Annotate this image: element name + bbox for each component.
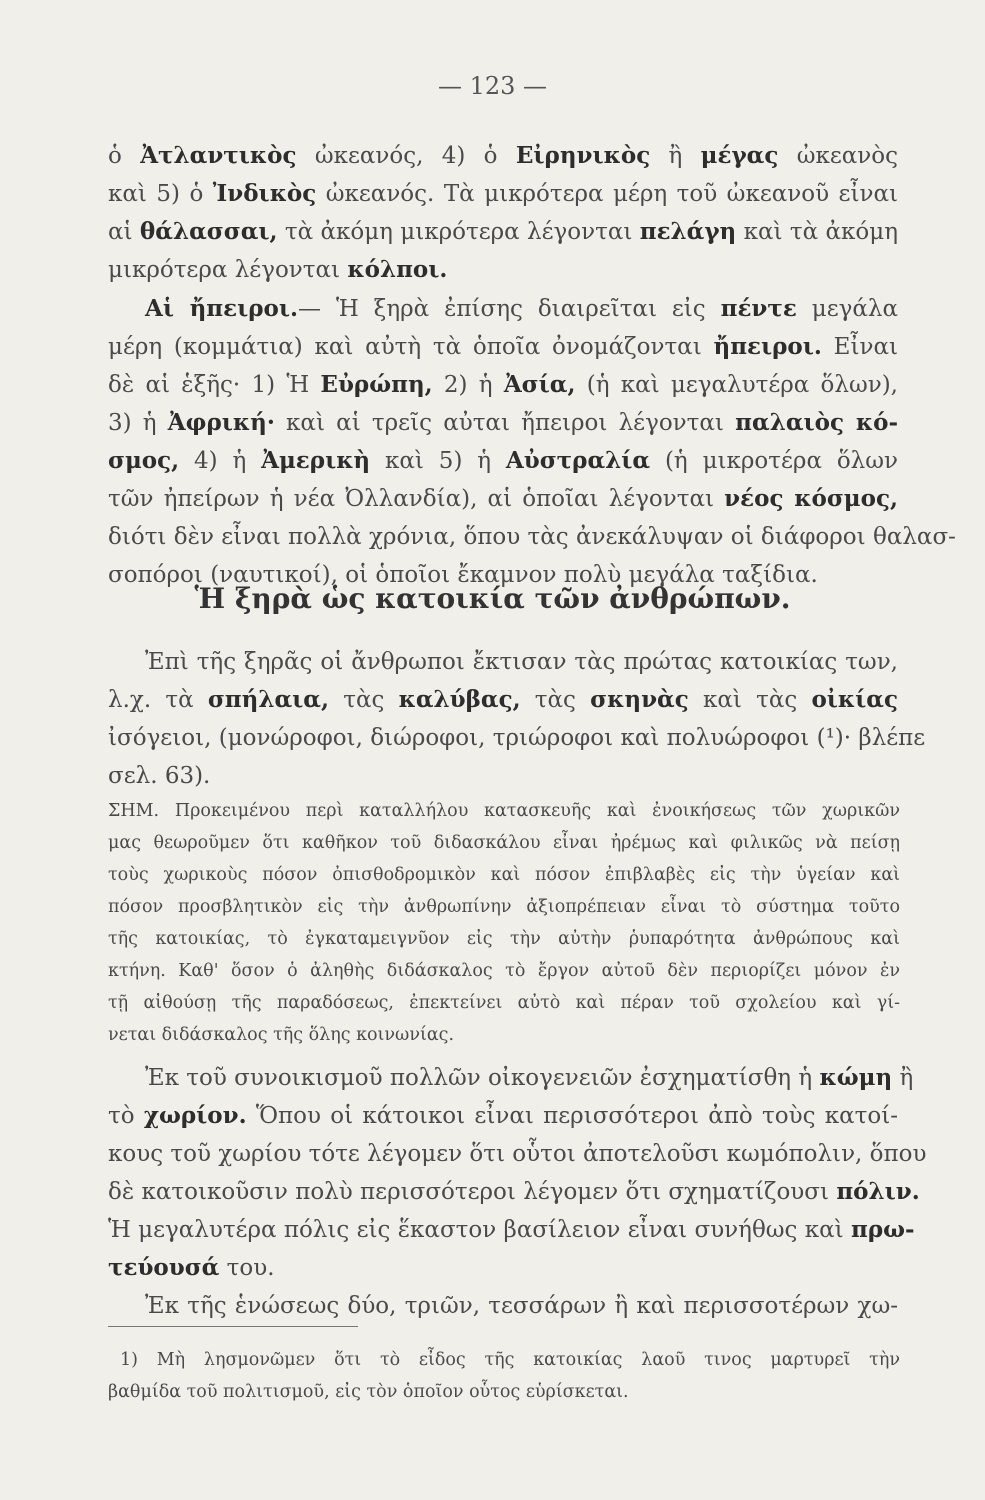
text-line: σμος, 4) ἡ Ἀμερικὴ καὶ 5) ἡ Αὐστραλία (ἡ μικροτέρα ὅλων: [108, 447, 898, 474]
text-line: καὶ 5) ὁ Ἰνδικὸς ὠκεανός. Τὰ μικρότερα μέρη τοῦ ὠκεανοῦ εἶναι: [108, 180, 899, 207]
text-line: ἰσόγειοι, (μονώροφοι, διώροφοι, τριώροφοι καὶ πολυώροφοι (¹)· βλέπε: [108, 725, 926, 751]
text-line: 3) ἡ Ἀφρική· καὶ αἱ τρεῖς αὐται ἤπειροι λέγονται παλαιὸς κό-: [108, 409, 899, 436]
text-line: τεύουσά του.: [108, 1254, 275, 1281]
note-line: τῆς κατοικίας, τὸ ἐγκαταμειγνῦον εἰς τὴν αὐτὴν ῥυπαρότητα ἀνθρώπους καὶ: [108, 929, 900, 949]
text-line: τὸ χωρίον. Ὅπου οἱ κάτοικοι εἶναι περισσότεροι ἀπὸ τοὺς κατοί-: [108, 1102, 898, 1129]
text-line: δὲ κατοικοῦσιν πολὺ περισσότεροι λέγομεν ὅτι σχηματίζουσι πόλιν.: [108, 1178, 920, 1205]
footnote-rule: [108, 1326, 358, 1327]
text-line: σοπόροι (ναυτικοί), οἱ ὁποῖοι ἔκαμνον πολὺ μεγάλα ταξίδια.: [108, 562, 818, 588]
note-line: τῇ αἰθούσῃ τῆς παραδόσεως, ἐπεκτείνει αὐτὸ καὶ πέραν τοῦ σχολείου καὶ γί-: [108, 993, 900, 1013]
note-line: μας θεωροῦμεν ὅτι καθῆκον τοῦ διδασκάλου εἶναι ἠρέμως καὶ φιλικῶς νὰ πείσῃ: [108, 833, 900, 853]
note-line: νεται διδάσκαλος τῆς ὅλης κοινωνίας.: [108, 1025, 455, 1045]
text-line: Ἐκ τῆς ἑνώσεως δύο, τριῶν, τεσσάρων ἢ καὶ περισσοτέρων χω-: [145, 1293, 898, 1319]
text-line: διότι δὲν εἶναι πολλὰ χρόνια, ὅπου τὰς ἀνεκάλυψαν οἱ διάφοροι θαλασ-: [108, 524, 956, 550]
text-line: τῶν ἠπείρων ἡ νέα Ὀλλανδία), αἱ ὁποῖαι λέγονται νέος κόσμος,: [108, 485, 898, 512]
text-line: μικρότερα λέγονται κόλποι.: [108, 256, 448, 283]
text-line: μέρη (κομμάτια) καὶ αὐτὴ τὰ ὁποῖα ὀνομάζονται ἤπειροι. Εἶναι: [108, 333, 898, 360]
text-line: σελ. 63).: [108, 763, 211, 789]
note-line: πόσον προσβλητικὸν εἰς τὴν ἀνθρωπίνην ἀξιοπρέπειαν εἶναι τὸ σύστημα τοῦτο: [108, 897, 900, 917]
note-line: ΣΗΜ. Προκειμένου περὶ καταλλήλου κατασκευῆς καὶ ἐνοικήσεως τῶν χωρικῶν: [108, 801, 900, 821]
text-line: Ἐκ τοῦ συνοικισμοῦ πολλῶν οἰκογενειῶν ἐσχηματίσθη ἡ κώμη ἢ: [145, 1064, 914, 1091]
text-line: Αἱ ἤπειροι.— Ἡ ξηρὰ ἐπίσης διαιρεῖται εἰς πέντε μεγάλα: [145, 295, 899, 322]
footnote-line: 1) Μὴ λησμονῶμεν ὅτι τὸ εἶδος τῆς κατοικίας λαοῦ τινος μαρτυρεῖ τὴν: [120, 1350, 900, 1370]
text-line: αἱ θάλασσαι, τὰ ἀκόμη μικρότερα λέγονται πελάγη καὶ τὰ ἀκόμη: [108, 218, 898, 245]
footnote-line: βαθμίδα τοῦ πολιτισμοῦ, εἰς τὸν ὁποῖον οὗτος εὑρίσκεται.: [108, 1382, 629, 1402]
text-line: λ.χ. τὰ σπήλαια, τὰς καλύβας, τὰς σκηνὰς καὶ τὰς οἰκίας: [108, 686, 898, 713]
note-line: κτήνη. Καθ' ὅσον ὁ ἀληθὴς διδάσκαλος τὸ ἔργον αὐτοῦ δὲν περιορίζει μόνον ἐν: [108, 961, 900, 981]
text-line: ὁ Ἀτλαντικὸς ὠκεανός, 4) ὁ Εἰρηνικὸς ἢ μέγας ὠκεανὸς: [108, 142, 898, 169]
note-line: τοὺς χωρικοὺς πόσον ὀπισθοδρομικὸν καὶ πόσον ἐπιβλαβὲς εἰς τὴν ὑγείαν καὶ: [108, 865, 900, 885]
text-line: δὲ αἱ ἑξῆς· 1) Ἡ Εὐρώπη, 2) ἡ Ἀσία, (ἡ καὶ μεγαλυτέρα ὅλων),: [108, 371, 898, 398]
text-line: κους τοῦ χωρίου τότε λέγομεν ὅτι οὗτοι ἀποτελοῦσι κωμόπολιν, ὅπου: [108, 1141, 927, 1167]
page-number: — 123 —: [437, 72, 548, 100]
section-heading: Ἡ ξηρὰ ὡς κατοικία τῶν ἀνθρώπων.: [194, 582, 791, 615]
text-line: Ἡ μεγαλυτέρα πόλις εἰς ἕκαστον βασίλειον εἶναι συνήθως καὶ πρω-: [108, 1216, 915, 1243]
text-line: Ἐπὶ τῆς ξηρᾶς οἱ ἄνθρωποι ἔκτισαν τὰς πρώτας κατοικίας των,: [145, 649, 898, 675]
